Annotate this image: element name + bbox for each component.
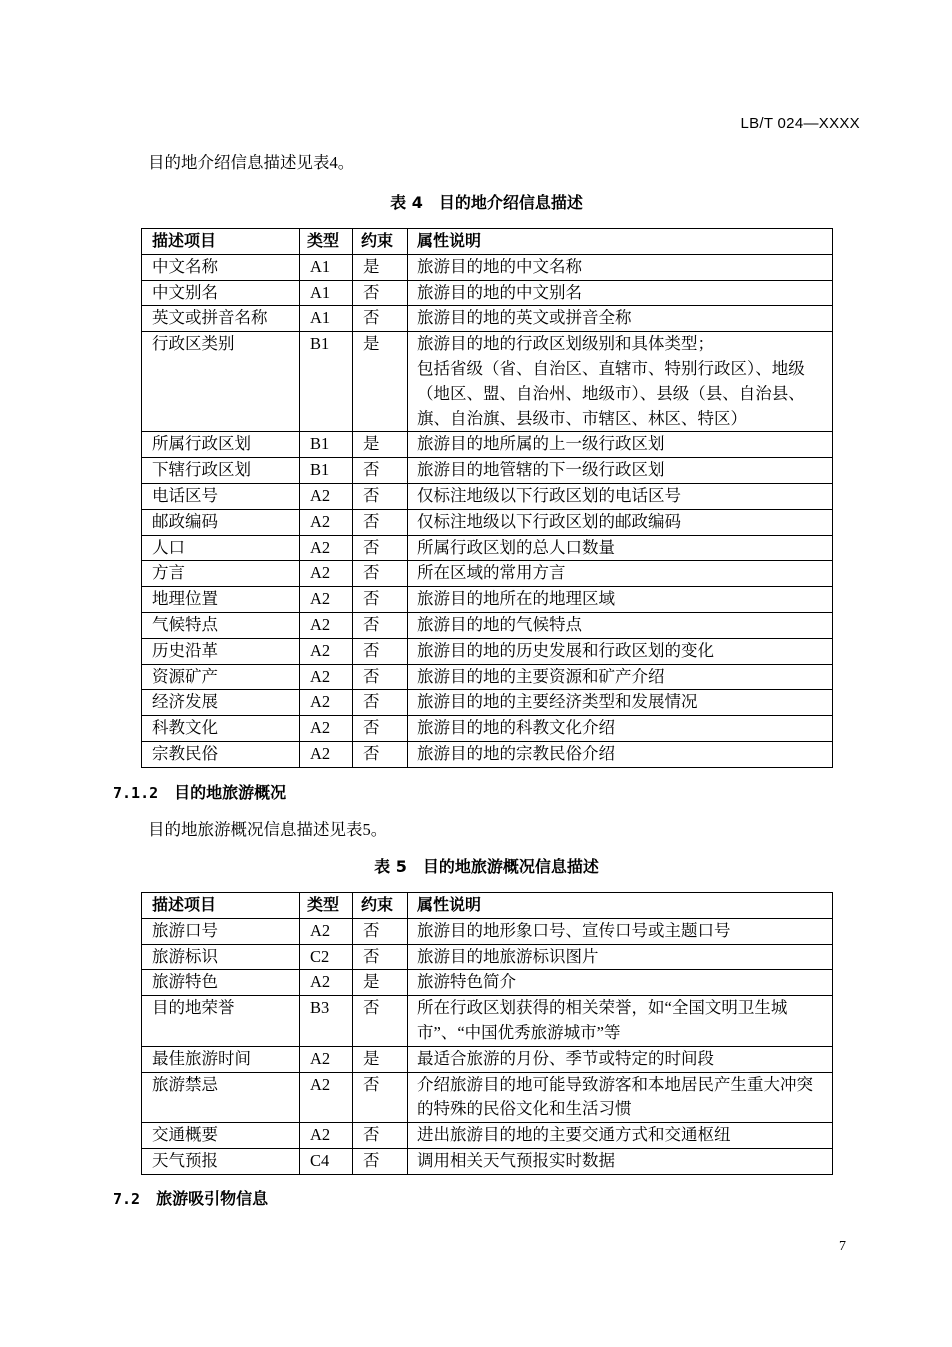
type-cell: A2 xyxy=(300,483,353,509)
section-number: 7.1.2 xyxy=(113,784,159,802)
table-header-row xyxy=(142,229,833,255)
type-cell: B1 xyxy=(300,458,353,484)
table-row xyxy=(142,1123,833,1149)
constraint-cell: 否 xyxy=(353,535,408,561)
table-row xyxy=(142,535,833,561)
constraint-cell: 否 xyxy=(353,996,408,1047)
constraint-cell: 否 xyxy=(353,280,408,306)
page-number: 7 xyxy=(839,1239,846,1254)
constraint-cell: 否 xyxy=(353,1148,408,1174)
type-cell: A1 xyxy=(300,254,353,280)
item-cell: 中文名称 xyxy=(142,254,300,280)
table-row xyxy=(142,918,833,944)
table-title: 目的地介绍信息描述 xyxy=(438,193,583,212)
table-row xyxy=(142,483,833,509)
description-cell: 旅游目的地的主要资源和矿产介绍 xyxy=(408,664,833,690)
item-cell: 人口 xyxy=(142,535,300,561)
constraint-cell: 是 xyxy=(353,970,408,996)
table-row xyxy=(142,970,833,996)
constraint-cell: 否 xyxy=(353,612,408,638)
section-title: 旅游吸引物信息 xyxy=(156,1189,269,1208)
section-number: 7.2 xyxy=(113,1190,141,1208)
item-cell: 旅游禁忌 xyxy=(142,1072,300,1123)
table-row xyxy=(142,996,833,1047)
type-cell: A2 xyxy=(300,716,353,742)
type-cell: A2 xyxy=(300,561,353,587)
destination-intro-table xyxy=(141,228,833,768)
constraint-cell: 否 xyxy=(353,483,408,509)
item-cell: 方言 xyxy=(142,561,300,587)
type-cell: A2 xyxy=(300,741,353,767)
item-cell: 气候特点 xyxy=(142,612,300,638)
table-row xyxy=(142,716,833,742)
item-cell: 地理位置 xyxy=(142,587,300,613)
type-cell: A2 xyxy=(300,1046,353,1072)
item-cell: 资源矿产 xyxy=(142,664,300,690)
column-header-type: 类型 xyxy=(300,893,353,919)
constraint-cell: 否 xyxy=(353,561,408,587)
table-number: 表 5 xyxy=(374,857,407,876)
description-cell: 旅游目的地形象口号、宣传口号或主题口号 xyxy=(408,918,833,944)
constraint-cell: 是 xyxy=(353,432,408,458)
constraint-cell: 否 xyxy=(353,741,408,767)
description-cell: 旅游目的地的中文名称 xyxy=(408,254,833,280)
constraint-cell: 是 xyxy=(353,254,408,280)
table-row xyxy=(142,1148,833,1174)
table-row xyxy=(142,458,833,484)
item-cell: 经济发展 xyxy=(142,690,300,716)
column-header-constraint: 约束 xyxy=(353,229,408,255)
description-cell: 所在区域的常用方言 xyxy=(408,561,833,587)
table-caption xyxy=(141,191,832,215)
description-cell: 旅游目的地所在的地理区域 xyxy=(408,587,833,613)
item-cell: 所属行政区划 xyxy=(142,432,300,458)
description-cell: 旅游目的地的中文别名 xyxy=(408,280,833,306)
constraint-cell: 否 xyxy=(353,944,408,970)
table-row xyxy=(142,306,833,332)
description-cell: 最适合旅游的月份、季节或特定的时间段 xyxy=(408,1046,833,1072)
type-cell: A2 xyxy=(300,918,353,944)
table-row xyxy=(142,509,833,535)
table-caption xyxy=(141,855,832,879)
type-cell: A2 xyxy=(300,970,353,996)
constraint-cell: 否 xyxy=(353,306,408,332)
constraint-cell: 否 xyxy=(353,1123,408,1149)
column-header-item: 描述项目 xyxy=(142,229,300,255)
constraint-cell: 否 xyxy=(353,458,408,484)
item-cell: 电话区号 xyxy=(142,483,300,509)
item-cell: 旅游口号 xyxy=(142,918,300,944)
item-cell: 旅游标识 xyxy=(142,944,300,970)
table-row xyxy=(142,741,833,767)
type-cell: A1 xyxy=(300,306,353,332)
item-cell: 行政区类别 xyxy=(142,332,300,432)
type-cell: A1 xyxy=(300,280,353,306)
item-cell: 下辖行政区划 xyxy=(142,458,300,484)
description-cell: 所在行政区划获得的相关荣誉，如“全国文明卫生城市”、“中国优秀旅游城市”等 xyxy=(408,996,833,1047)
intro-paragraph: 目的地介绍信息描述见表4。 xyxy=(148,153,355,172)
column-header-description: 属性说明 xyxy=(408,893,833,919)
item-cell: 目的地荣誉 xyxy=(142,996,300,1047)
description-cell: 旅游目的地的主要经济类型和发展情况 xyxy=(408,690,833,716)
type-cell: A2 xyxy=(300,1072,353,1123)
column-header-type: 类型 xyxy=(300,229,353,255)
constraint-cell: 是 xyxy=(353,1046,408,1072)
description-cell: 仅标注地级以下行政区划的邮政编码 xyxy=(408,509,833,535)
type-cell: B3 xyxy=(300,996,353,1047)
table-row xyxy=(142,432,833,458)
constraint-cell: 否 xyxy=(353,638,408,664)
section-paragraph: 目的地旅游概况信息描述见表5。 xyxy=(148,820,388,839)
item-cell: 旅游特色 xyxy=(142,970,300,996)
table-row xyxy=(142,664,833,690)
table-row xyxy=(142,1046,833,1072)
constraint-cell: 是 xyxy=(353,332,408,432)
description-cell: 所属行政区划的总人口数量 xyxy=(408,535,833,561)
type-cell: A2 xyxy=(300,535,353,561)
description-cell: 调用相关天气预报实时数据 xyxy=(408,1148,833,1174)
constraint-cell: 否 xyxy=(353,918,408,944)
constraint-cell: 否 xyxy=(353,587,408,613)
constraint-cell: 否 xyxy=(353,690,408,716)
description-cell: 旅游特色简介 xyxy=(408,970,833,996)
section-heading xyxy=(113,781,286,805)
table-row xyxy=(142,254,833,280)
table-body xyxy=(142,918,833,1174)
item-cell: 中文别名 xyxy=(142,280,300,306)
type-cell: C2 xyxy=(300,944,353,970)
type-cell: C4 xyxy=(300,1148,353,1174)
column-header-description: 属性说明 xyxy=(408,229,833,255)
destination-tourism-table xyxy=(141,892,833,1175)
item-cell: 邮政编码 xyxy=(142,509,300,535)
description-cell: 介绍旅游目的地可能导致游客和本地居民产生重大冲突的特殊的民俗文化和生活习惯 xyxy=(408,1072,833,1123)
item-cell: 天气预报 xyxy=(142,1148,300,1174)
type-cell: A2 xyxy=(300,509,353,535)
type-cell: A2 xyxy=(300,638,353,664)
type-cell: B1 xyxy=(300,432,353,458)
table-row xyxy=(142,1072,833,1123)
description-cell: 进出旅游目的地的主要交通方式和交通枢纽 xyxy=(408,1123,833,1149)
constraint-cell: 否 xyxy=(353,664,408,690)
type-cell: A2 xyxy=(300,1123,353,1149)
table-row xyxy=(142,587,833,613)
standard-code: LB/T 024—XXXX xyxy=(740,115,860,132)
table-row xyxy=(142,332,833,432)
column-header-constraint: 约束 xyxy=(353,893,408,919)
item-cell: 交通概要 xyxy=(142,1123,300,1149)
table-row xyxy=(142,561,833,587)
description-cell: 旅游目的地管辖的下一级行政区划 xyxy=(408,458,833,484)
table-row xyxy=(142,638,833,664)
constraint-cell: 否 xyxy=(353,1072,408,1123)
table-row xyxy=(142,612,833,638)
table-header-row xyxy=(142,893,833,919)
type-cell: B1 xyxy=(300,332,353,432)
section-heading xyxy=(113,1187,268,1211)
table-row xyxy=(142,280,833,306)
description-cell: 旅游目的地的英文或拼音全称 xyxy=(408,306,833,332)
item-cell: 科教文化 xyxy=(142,716,300,742)
item-cell: 英文或拼音名称 xyxy=(142,306,300,332)
description-cell: 旅游目的地的历史发展和行政区划的变化 xyxy=(408,638,833,664)
table-row xyxy=(142,690,833,716)
constraint-cell: 否 xyxy=(353,509,408,535)
description-cell: 仅标注地级以下行政区划的电话区号 xyxy=(408,483,833,509)
section-title: 目的地旅游概况 xyxy=(174,783,287,802)
table-body xyxy=(142,254,833,767)
type-cell: A2 xyxy=(300,612,353,638)
description-cell: 旅游目的地所属的上一级行政区划 xyxy=(408,432,833,458)
description-cell: 旅游目的地的气候特点 xyxy=(408,612,833,638)
table-row xyxy=(142,944,833,970)
description-cell: 旅游目的地的科教文化介绍 xyxy=(408,716,833,742)
type-cell: A2 xyxy=(300,587,353,613)
description-cell: 旅游目的地的行政区划级别和具体类型； 包括省级（省、自治区、直辖市、特别行政区）、地级（地区、盟、自治州、地级市）、县级（县、自治县、旗、自治旗、县级市、市辖区、林区、特区） xyxy=(408,332,833,432)
column-header-item: 描述项目 xyxy=(142,893,300,919)
description-cell: 旅游目的地旅游标识图片 xyxy=(408,944,833,970)
type-cell: A2 xyxy=(300,690,353,716)
constraint-cell: 否 xyxy=(353,716,408,742)
type-cell: A2 xyxy=(300,664,353,690)
table-title: 目的地旅游概况信息描述 xyxy=(422,857,599,876)
item-cell: 最佳旅游时间 xyxy=(142,1046,300,1072)
item-cell: 宗教民俗 xyxy=(142,741,300,767)
item-cell: 历史沿革 xyxy=(142,638,300,664)
table-number: 表 4 xyxy=(390,193,423,212)
description-cell: 旅游目的地的宗教民俗介绍 xyxy=(408,741,833,767)
